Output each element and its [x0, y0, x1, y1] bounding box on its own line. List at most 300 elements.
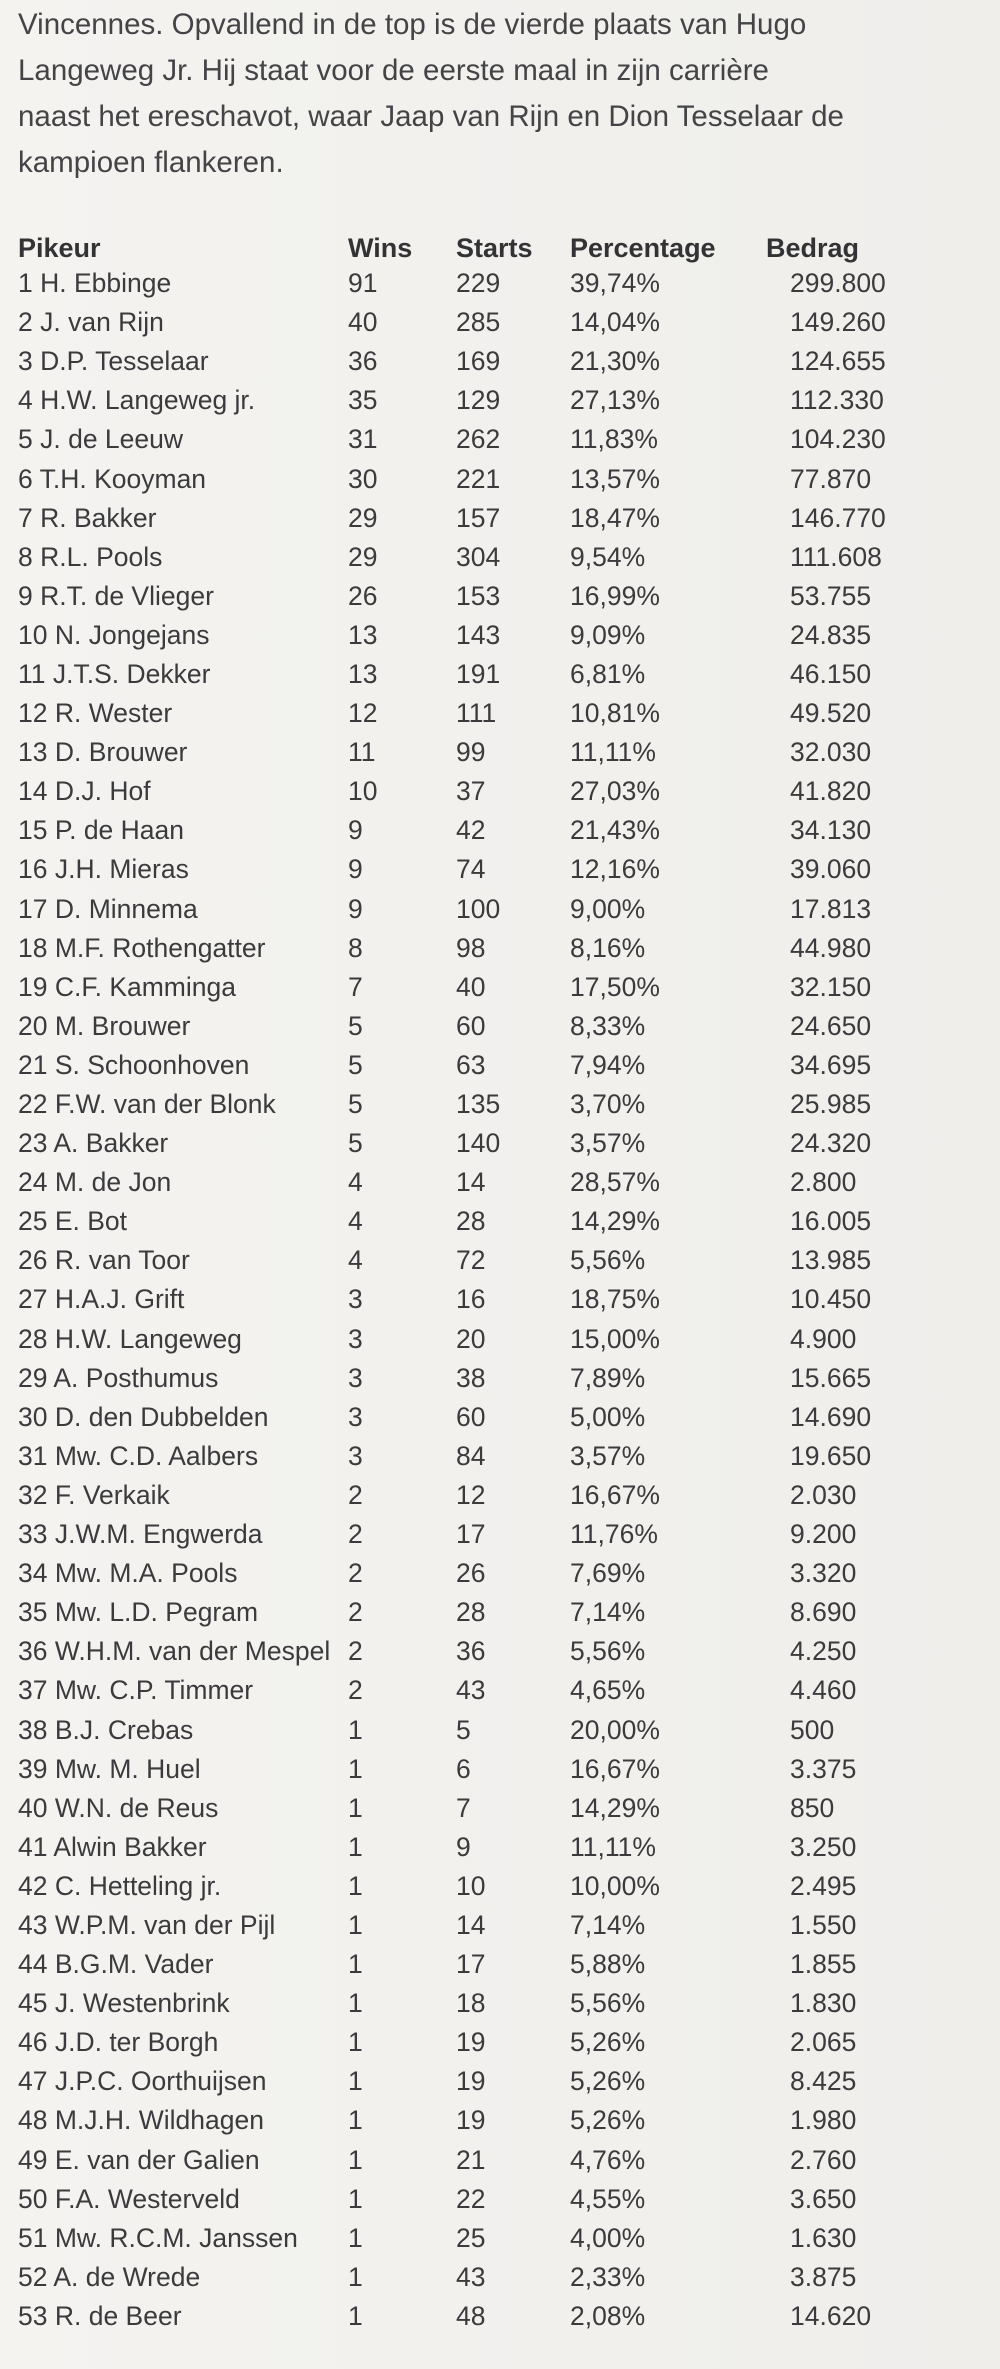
cell-bedrag: 2.495: [790, 1870, 857, 1901]
cell-pikeur: 25 E. Bot: [18, 1206, 128, 1237]
cell-starts: 60: [456, 1010, 486, 1041]
cell-starts: 98: [456, 932, 486, 963]
intro-paragraph: [18, 2, 993, 186]
cell-bedrag: 124.655: [790, 346, 886, 377]
cell-bedrag: 41.820: [790, 776, 872, 807]
cell-starts: 43: [456, 2261, 486, 2292]
cell-pikeur: 42 C. Hetteling jr.: [18, 1870, 222, 1901]
table-row: [18, 499, 990, 538]
cell-percentage: 14,29%: [570, 1206, 660, 1237]
cell-percentage: 9,00%: [570, 893, 646, 924]
cell-starts: 153: [456, 580, 501, 611]
cell-wins: 30: [348, 463, 378, 494]
cell-bedrag: 9.200: [790, 1519, 857, 1550]
cell-bedrag: 14.620: [790, 2300, 872, 2331]
cell-wins: 4: [348, 1206, 363, 1237]
cell-wins: 1: [348, 2066, 363, 2097]
cell-bedrag: 53.755: [790, 580, 872, 611]
table-row: [18, 1437, 990, 1476]
cell-percentage: 4,00%: [570, 2222, 646, 2253]
cell-pikeur: 28 H.W. Langeweg: [18, 1323, 242, 1354]
table-row: [18, 1515, 990, 1554]
cell-bedrag: 19.650: [790, 1440, 872, 1471]
cell-percentage: 39,74%: [570, 268, 660, 299]
cell-starts: 6: [456, 1753, 471, 1784]
table-row: [18, 1750, 990, 1789]
table-row: [18, 929, 990, 968]
table-body: [18, 264, 990, 2336]
cell-bedrag: 299.800: [790, 268, 886, 299]
cell-percentage: 6,81%: [570, 658, 646, 689]
cell-starts: 100: [456, 893, 501, 924]
cell-wins: 36: [348, 346, 378, 377]
cell-bedrag: 4.250: [790, 1636, 857, 1667]
table-row: [18, 1906, 990, 1945]
table-row: [18, 342, 990, 381]
cell-starts: 140: [456, 1128, 501, 1159]
cell-wins: 2: [348, 1479, 363, 1510]
cell-bedrag: 32.150: [790, 971, 872, 1002]
table-row: [18, 2297, 990, 2336]
table-row: [18, 303, 990, 342]
cell-pikeur: 11 J.T.S. Dekker: [18, 658, 211, 689]
table-row: [18, 850, 990, 889]
cell-bedrag: 44.980: [790, 932, 872, 963]
cell-pikeur: 5 J. de Leeuw: [18, 424, 184, 455]
cell-starts: 43: [456, 1675, 486, 1706]
cell-pikeur: 32 F. Verkaik: [18, 1479, 170, 1510]
cell-starts: 22: [456, 2183, 486, 2214]
cell-wins: 29: [348, 502, 378, 533]
cell-pikeur: 17 D. Minnema: [18, 893, 198, 924]
cell-bedrag: 2.065: [790, 2027, 857, 2058]
cell-percentage: 3,57%: [570, 1440, 646, 1471]
cell-percentage: 5,56%: [570, 1245, 646, 1276]
cell-bedrag: 32.030: [790, 737, 872, 768]
cell-starts: 37: [456, 776, 486, 807]
cell-bedrag: 77.870: [790, 463, 872, 494]
cell-wins: 91: [348, 268, 378, 299]
cell-pikeur: 23 A. Bakker: [18, 1128, 169, 1159]
cell-bedrag: 2.030: [790, 1479, 857, 1510]
cell-bedrag: 1.830: [790, 1988, 857, 2019]
cell-percentage: 12,16%: [570, 854, 660, 885]
cell-percentage: 27,13%: [570, 385, 660, 416]
cell-starts: 74: [456, 854, 486, 885]
cell-pikeur: 2 J. van Rijn: [18, 307, 164, 338]
cell-percentage: 8,16%: [570, 932, 646, 963]
cell-percentage: 21,43%: [570, 815, 660, 846]
cell-bedrag: 25.985: [790, 1089, 872, 1120]
cell-percentage: 7,89%: [570, 1362, 646, 1393]
cell-percentage: 16,67%: [570, 1753, 660, 1784]
cell-bedrag: 13.985: [790, 1245, 872, 1276]
cell-pikeur: 31 Mw. C.D. Aalbers: [18, 1440, 259, 1471]
table-row: [18, 811, 990, 850]
cell-bedrag: 3.320: [790, 1558, 857, 1589]
cell-percentage: 20,00%: [570, 1714, 660, 1745]
cell-pikeur: 20 M. Brouwer: [18, 1010, 191, 1041]
cell-bedrag: 8.690: [790, 1597, 857, 1628]
cell-pikeur: 4 H.W. Langeweg jr.: [18, 385, 256, 416]
cell-bedrag: 17.813: [790, 893, 872, 924]
cell-wins: 2: [348, 1675, 363, 1706]
cell-wins: 40: [348, 307, 378, 338]
header-bedrag: Bedrag: [766, 233, 860, 263]
cell-starts: 20: [456, 1323, 486, 1354]
cell-percentage: 5,26%: [570, 2066, 646, 2097]
cell-wins: 35: [348, 385, 378, 416]
cell-percentage: 13,57%: [570, 463, 660, 494]
cell-percentage: 27,03%: [570, 776, 660, 807]
cell-starts: 18: [456, 1988, 486, 2019]
cell-wins: 8: [348, 932, 363, 963]
cell-wins: 1: [348, 2144, 363, 2175]
table-row: [18, 1202, 990, 1241]
cell-wins: 1: [348, 2027, 363, 2058]
cell-wins: 1: [348, 2261, 363, 2292]
cell-bedrag: 1.550: [790, 1909, 857, 1940]
cell-pikeur: 39 Mw. M. Huel: [18, 1753, 201, 1784]
cell-wins: 1: [348, 1792, 363, 1823]
cell-percentage: 16,99%: [570, 580, 660, 611]
table-row: [18, 2258, 990, 2297]
cell-bedrag: 1.630: [790, 2222, 857, 2253]
cell-starts: 304: [456, 541, 501, 572]
table-row: [18, 1241, 990, 1280]
cell-bedrag: 16.005: [790, 1206, 872, 1237]
cell-wins: 4: [348, 1167, 363, 1198]
table-row: [18, 1867, 990, 1906]
cell-starts: 40: [456, 971, 486, 1002]
cell-pikeur: 43 W.P.M. van der Pijl: [18, 1909, 276, 1940]
cell-wins: 1: [348, 2105, 363, 2136]
cell-pikeur: 8 R.L. Pools: [18, 541, 163, 572]
cell-percentage: 7,94%: [570, 1049, 646, 1080]
cell-bedrag: 24.650: [790, 1010, 872, 1041]
cell-percentage: 5,26%: [570, 2027, 646, 2058]
cell-percentage: 14,04%: [570, 307, 660, 338]
table-row: [18, 733, 990, 772]
cell-pikeur: 35 Mw. L.D. Pegram: [18, 1597, 259, 1628]
cell-pikeur: 15 P. de Haan: [18, 815, 185, 846]
cell-pikeur: 24 M. de Jon: [18, 1167, 172, 1198]
cell-percentage: 21,30%: [570, 346, 660, 377]
cell-bedrag: 46.150: [790, 658, 872, 689]
cell-pikeur: 22 F.W. van der Blonk: [18, 1089, 276, 1120]
cell-percentage: 10,81%: [570, 698, 660, 729]
cell-wins: 11: [348, 737, 376, 768]
cell-bedrag: 24.835: [790, 619, 872, 650]
table-row: [18, 1398, 990, 1437]
table-row: [18, 1124, 990, 1163]
table-row: [18, 538, 990, 577]
cell-starts: 21: [456, 2144, 486, 2175]
cell-pikeur: 26 R. van Toor: [18, 1245, 190, 1276]
cell-wins: 1: [348, 1870, 363, 1901]
cell-starts: 169: [456, 346, 501, 377]
cell-bedrag: 149.260: [790, 307, 886, 338]
table-row: [18, 2101, 990, 2140]
cell-bedrag: 14.690: [790, 1401, 872, 1432]
cell-pikeur: 30 D. den Dubbelden: [18, 1401, 269, 1432]
cell-bedrag: 4.460: [790, 1675, 857, 1706]
cell-pikeur: 27 H.A.J. Grift: [18, 1284, 185, 1315]
cell-bedrag: 111.608: [790, 541, 882, 572]
table-row: [18, 694, 990, 733]
table-row: [18, 1085, 990, 1124]
cell-wins: 5: [348, 1010, 363, 1041]
intro-line: naast het ereschavot, waar Jaap van Rijn en Dion Tesselaar de: [18, 100, 844, 133]
cell-pikeur: 16 J.H. Mieras: [18, 854, 189, 885]
cell-bedrag: 2.800: [790, 1167, 857, 1198]
cell-pikeur: 41 Alwin Bakker: [18, 1831, 207, 1862]
cell-percentage: 10,00%: [570, 1870, 660, 1901]
cell-wins: 5: [348, 1128, 363, 1159]
cell-starts: 7: [456, 1792, 471, 1823]
cell-percentage: 11,76%: [570, 1519, 658, 1550]
cell-wins: 3: [348, 1362, 363, 1393]
cell-bedrag: 34.130: [790, 815, 872, 846]
cell-starts: 72: [456, 1245, 486, 1276]
table-row: [18, 1632, 990, 1671]
table-row: [18, 1320, 990, 1359]
cell-percentage: 4,65%: [570, 1675, 646, 1706]
cell-starts: 262: [456, 424, 501, 455]
cell-percentage: 15,00%: [570, 1323, 660, 1354]
cell-starts: 19: [456, 2105, 486, 2136]
cell-pikeur: 52 A. de Wrede: [18, 2261, 201, 2292]
cell-pikeur: 21 S. Schoonhoven: [18, 1049, 250, 1080]
cell-pikeur: 33 J.W.M. Engwerda: [18, 1519, 263, 1550]
cell-pikeur: 9 R.T. de Vlieger: [18, 580, 214, 611]
cell-wins: 7: [348, 971, 363, 1002]
table-row: [18, 655, 990, 694]
intro-line: Langeweg Jr. Hij staat voor de eerste maal in zijn carrière: [18, 54, 769, 87]
table-row: [18, 1007, 990, 1046]
table-row: [18, 1476, 990, 1515]
cell-percentage: 16,67%: [570, 1479, 660, 1510]
table-row: [18, 2023, 990, 2062]
cell-bedrag: 10.450: [790, 1284, 872, 1315]
cell-starts: 19: [456, 2027, 486, 2058]
cell-wins: 9: [348, 893, 363, 924]
cell-pikeur: 36 W.H.M. van der Mespel: [18, 1636, 331, 1667]
cell-percentage: 28,57%: [570, 1167, 660, 1198]
table-row: [18, 1554, 990, 1593]
cell-bedrag: 1.855: [790, 1949, 857, 1980]
cell-starts: 63: [456, 1049, 486, 1080]
cell-percentage: 18,75%: [570, 1284, 660, 1315]
table-row: [18, 1359, 990, 1398]
cell-percentage: 5,00%: [570, 1401, 646, 1432]
header-pikeur: Pikeur: [18, 233, 101, 263]
cell-pikeur: 37 Mw. C.P. Timmer: [18, 1675, 254, 1706]
cell-bedrag: 49.520: [790, 698, 872, 729]
table-row: [18, 2219, 990, 2258]
table-row: [18, 381, 990, 420]
cell-pikeur: 46 J.D. ter Borgh: [18, 2027, 219, 2058]
cell-starts: 221: [456, 463, 501, 494]
cell-bedrag: 146.770: [790, 502, 886, 533]
table-row: [18, 1984, 990, 2023]
cell-percentage: 17,50%: [570, 971, 660, 1002]
table-row: [18, 264, 990, 303]
cell-starts: 42: [456, 815, 486, 846]
cell-bedrag: 3.250: [790, 1831, 857, 1862]
cell-starts: 5: [456, 1714, 471, 1745]
cell-bedrag: 3.875: [790, 2261, 857, 2292]
cell-percentage: 7,14%: [570, 1909, 646, 1940]
cell-bedrag: 1.980: [790, 2105, 857, 2136]
cell-percentage: 5,56%: [570, 1636, 646, 1667]
ranking-table: [18, 226, 990, 2336]
cell-bedrag: 15.665: [790, 1362, 872, 1393]
cell-percentage: 8,33%: [570, 1010, 646, 1041]
cell-wins: 3: [348, 1284, 363, 1315]
table-row: [18, 420, 990, 459]
cell-bedrag: 24.320: [790, 1128, 872, 1159]
cell-starts: 19: [456, 2066, 486, 2097]
cell-percentage: 4,76%: [570, 2144, 646, 2175]
cell-pikeur: 45 J. Westenbrink: [18, 1988, 230, 2019]
cell-pikeur: 29 A. Posthumus: [18, 1362, 219, 1393]
cell-percentage: 18,47%: [570, 502, 660, 533]
cell-pikeur: 48 M.J.H. Wildhagen: [18, 2105, 264, 2136]
cell-wins: 1: [348, 2183, 363, 2214]
cell-pikeur: 13 D. Brouwer: [18, 737, 188, 768]
cell-starts: 143: [456, 619, 501, 650]
cell-wins: 1: [348, 1909, 363, 1940]
cell-starts: 135: [456, 1089, 501, 1120]
cell-pikeur: 38 B.J. Crebas: [18, 1714, 194, 1745]
cell-starts: 229: [456, 268, 501, 299]
cell-pikeur: 44 B.G.M. Vader: [18, 1949, 214, 1980]
cell-starts: 9: [456, 1831, 471, 1862]
cell-percentage: 7,69%: [570, 1558, 646, 1589]
cell-wins: 1: [348, 1988, 363, 2019]
cell-starts: 99: [456, 737, 486, 768]
table-row: [18, 616, 990, 655]
cell-wins: 3: [348, 1323, 363, 1354]
cell-percentage: 5,88%: [570, 1949, 646, 1980]
cell-wins: 31: [348, 424, 378, 455]
cell-pikeur: 12 R. Wester: [18, 698, 173, 729]
cell-percentage: 2,08%: [570, 2300, 646, 2331]
cell-wins: 1: [348, 2222, 363, 2253]
cell-pikeur: 3 D.P. Tesselaar: [18, 346, 209, 377]
cell-wins: 5: [348, 1089, 363, 1120]
cell-wins: 3: [348, 1440, 363, 1471]
cell-bedrag: 34.695: [790, 1049, 872, 1080]
cell-pikeur: 6 T.H. Kooyman: [18, 463, 207, 494]
table-row: [18, 1671, 990, 1710]
intro-line: kampioen flankeren.: [18, 146, 284, 179]
table-row: [18, 2141, 990, 2180]
cell-bedrag: 3.650: [790, 2183, 857, 2214]
cell-wins: 4: [348, 1245, 363, 1276]
cell-starts: 17: [456, 1949, 486, 1980]
cell-wins: 5: [348, 1049, 363, 1080]
header-percentage: Percentage: [570, 233, 716, 263]
cell-pikeur: 49 E. van der Galien: [18, 2144, 260, 2175]
cell-pikeur: 47 J.P.C. Oorthuijsen: [18, 2066, 267, 2097]
cell-starts: 14: [456, 1167, 486, 1198]
cell-wins: 13: [348, 619, 378, 650]
cell-starts: 285: [456, 307, 501, 338]
cell-starts: 191: [456, 658, 501, 689]
cell-pikeur: 19 C.F. Kamminga: [18, 971, 236, 1002]
header-wins: Wins: [348, 233, 413, 263]
cell-percentage: 5,56%: [570, 1988, 646, 2019]
cell-bedrag: 500: [790, 1714, 835, 1745]
cell-bedrag: 104.230: [790, 424, 886, 455]
cell-pikeur: 40 W.N. de Reus: [18, 1792, 219, 1823]
cell-pikeur: 50 F.A. Westerveld: [18, 2183, 240, 2214]
cell-starts: 84: [456, 1440, 486, 1471]
cell-wins: 1: [348, 1949, 363, 1980]
cell-starts: 157: [456, 502, 501, 533]
cell-bedrag: 112.330: [790, 385, 884, 416]
table-row: [18, 1945, 990, 1984]
cell-pikeur: 18 M.F. Rothengatter: [18, 932, 266, 963]
cell-wins: 1: [348, 1714, 363, 1745]
cell-starts: 26: [456, 1558, 486, 1589]
cell-starts: 38: [456, 1362, 486, 1393]
cell-pikeur: 51 Mw. R.C.M. Janssen: [18, 2222, 298, 2253]
cell-percentage: 3,57%: [570, 1128, 646, 1159]
cell-bedrag: 8.425: [790, 2066, 857, 2097]
table-row: [18, 1163, 990, 1202]
cell-pikeur: 10 N. Jongejans: [18, 619, 210, 650]
cell-bedrag: 850: [790, 1792, 835, 1823]
cell-percentage: 11,83%: [570, 424, 658, 455]
table-row: [18, 968, 990, 1007]
cell-starts: 28: [456, 1597, 486, 1628]
table-row: [18, 1593, 990, 1632]
cell-wins: 26: [348, 580, 378, 611]
cell-wins: 2: [348, 1519, 363, 1550]
table-row: [18, 2180, 990, 2219]
cell-percentage: 9,54%: [570, 541, 646, 572]
cell-starts: 17: [456, 1519, 486, 1550]
cell-percentage: 14,29%: [570, 1792, 660, 1823]
cell-bedrag: 4.900: [790, 1323, 857, 1354]
cell-percentage: 4,55%: [570, 2183, 646, 2214]
cell-starts: 111: [456, 698, 497, 729]
cell-starts: 16: [456, 1284, 486, 1315]
cell-percentage: 3,70%: [570, 1089, 646, 1120]
table-row: [18, 1828, 990, 1867]
cell-bedrag: 3.375: [790, 1753, 857, 1784]
table-row: [18, 1280, 990, 1319]
cell-starts: 14: [456, 1909, 486, 1940]
cell-starts: 10: [456, 1870, 486, 1901]
cell-wins: 2: [348, 1636, 363, 1667]
cell-percentage: 2,33%: [570, 2261, 646, 2292]
cell-wins: 10: [348, 776, 378, 807]
cell-pikeur: 14 D.J. Hof: [18, 776, 151, 807]
table-row: [18, 1046, 990, 1085]
intro-line: Vincennes. Opvallend in de top is de vierde plaats van Hugo: [18, 8, 807, 41]
table-row: [18, 459, 990, 498]
table-row: [18, 890, 990, 929]
cell-wins: 9: [348, 815, 363, 846]
cell-wins: 9: [348, 854, 363, 885]
table-row: [18, 2062, 990, 2101]
cell-starts: 60: [456, 1401, 486, 1432]
cell-starts: 28: [456, 1206, 486, 1237]
